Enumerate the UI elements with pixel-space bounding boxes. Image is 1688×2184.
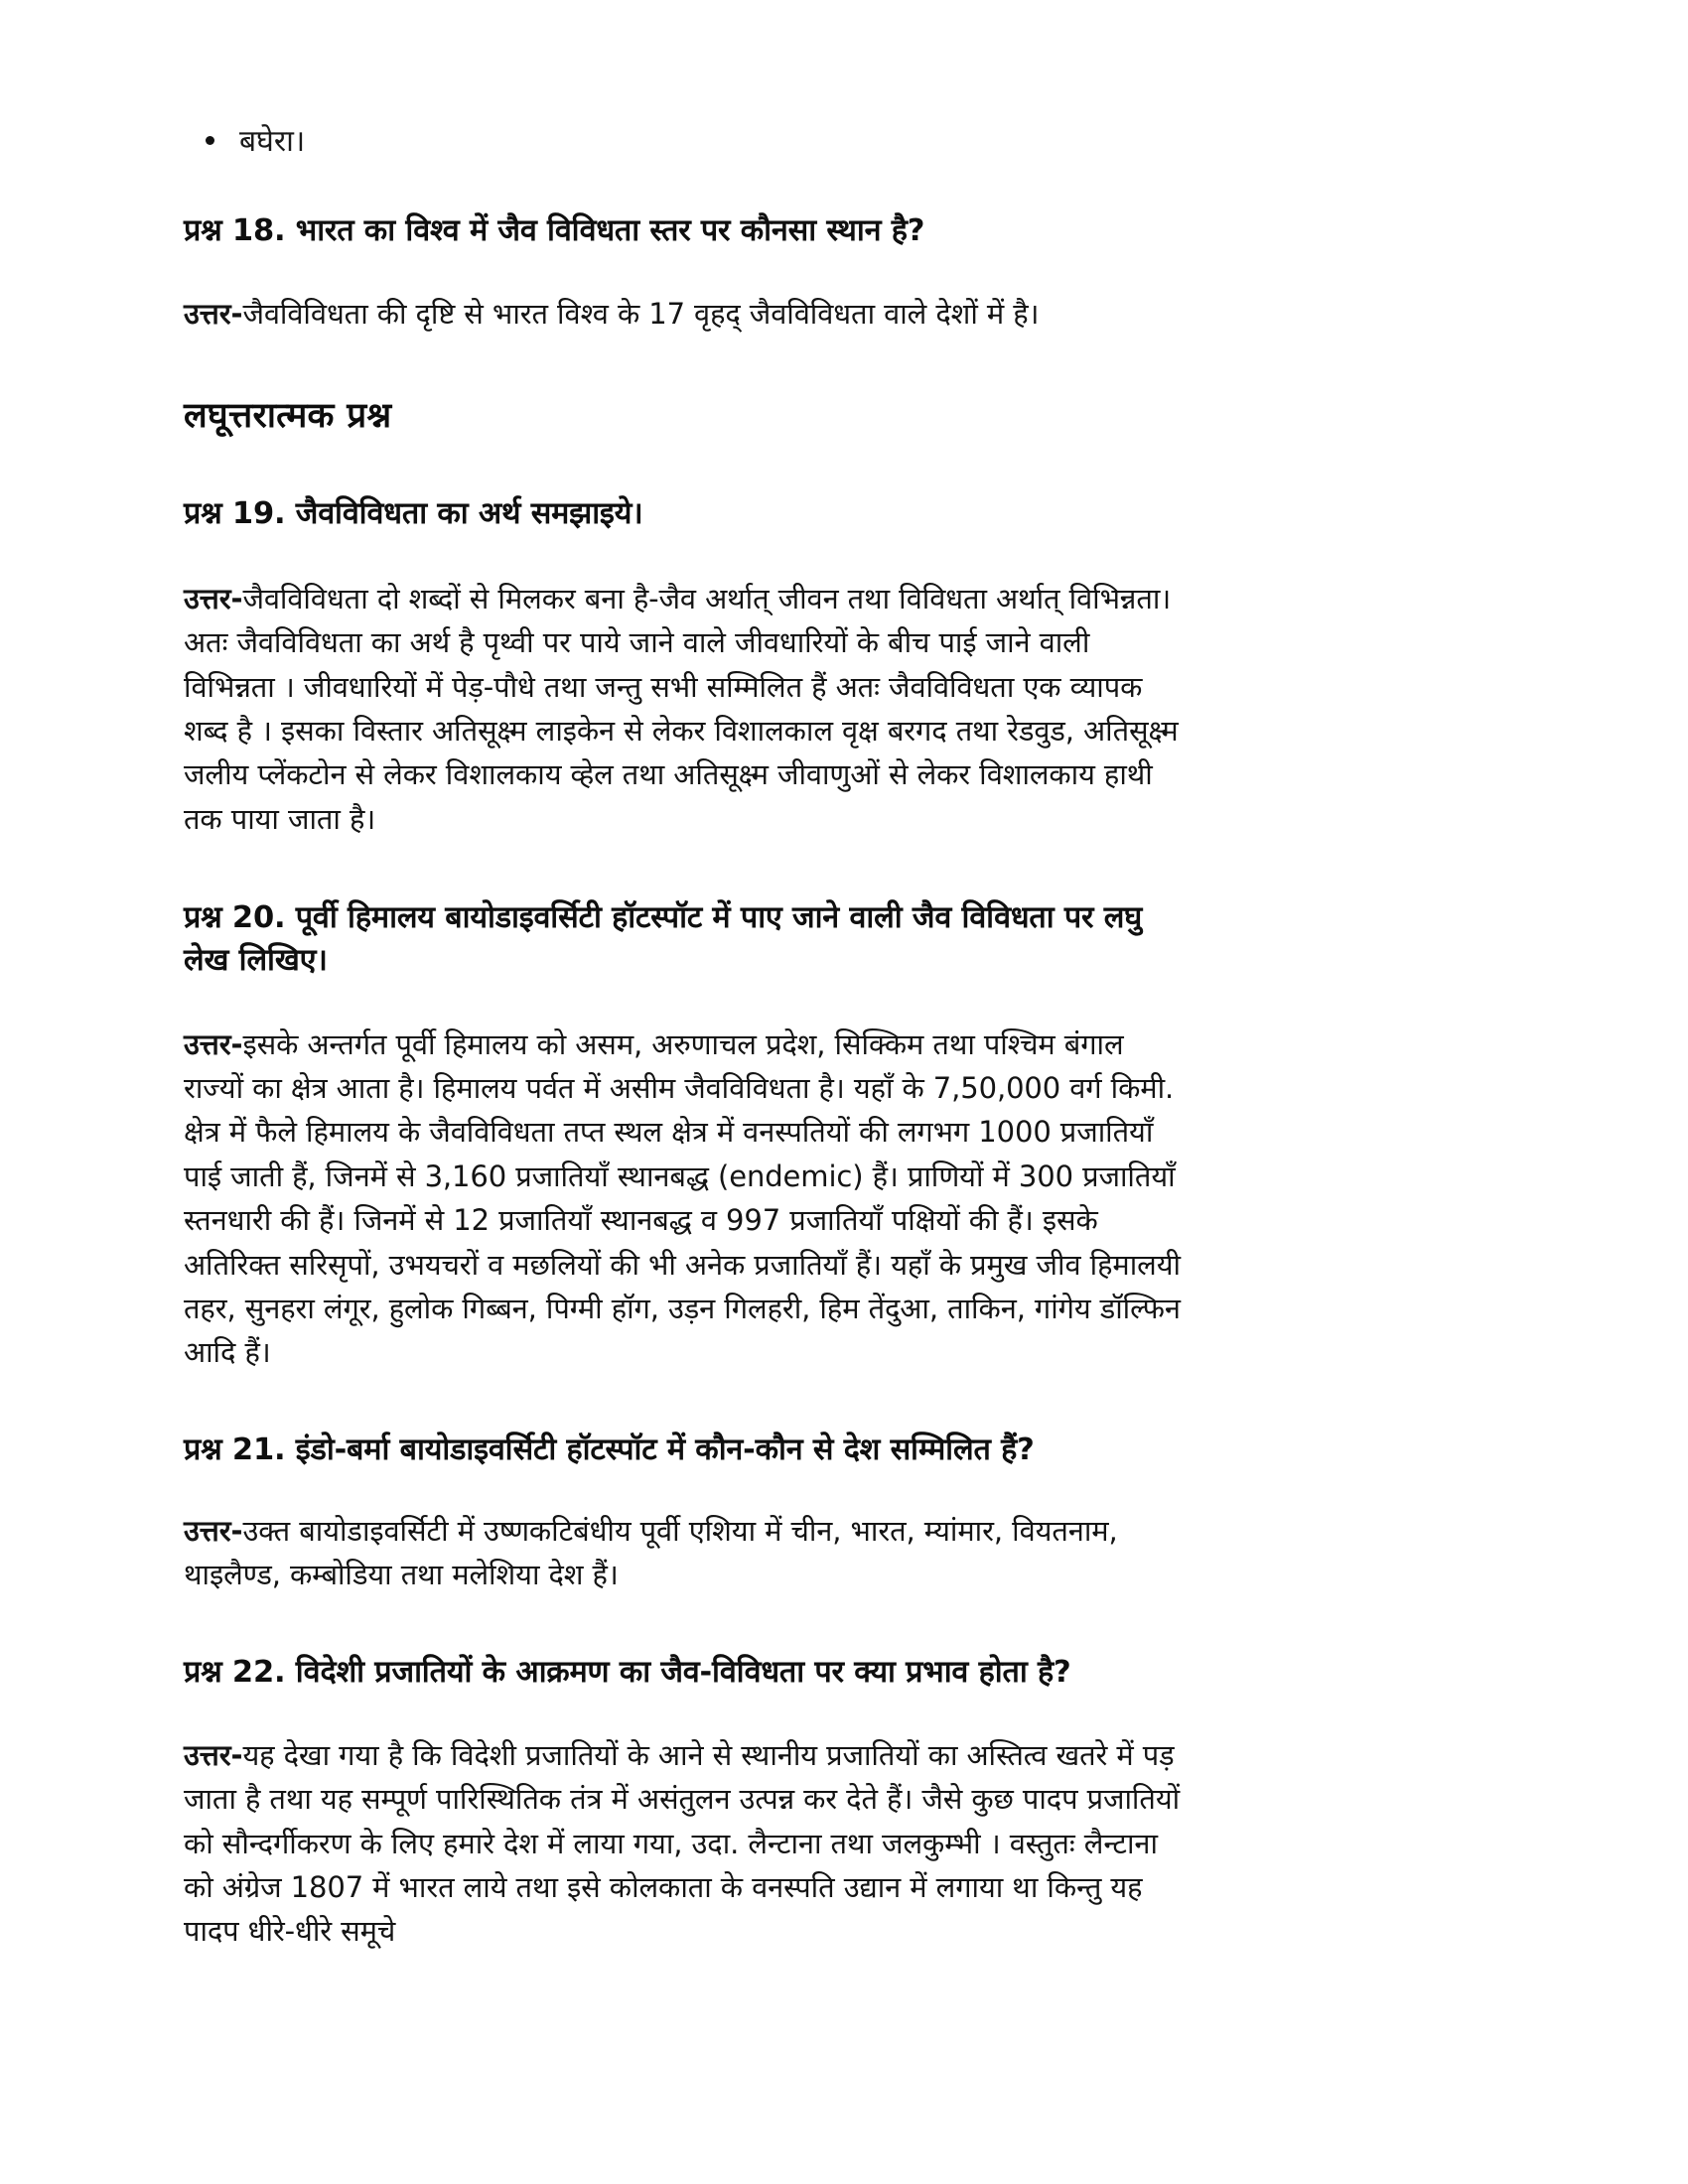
question-text: प्रश्न 18. भारत का विश्व में जैव विविधता स्तर पर कौनसा स्थान है? — [184, 213, 925, 248]
answer-text: यह देखा गया है कि विदेशी प्रजातियों के आने से स्थानीय प्रजातियों का अस्तित्व खतरे में पड़ जाता है तथा यह सम्पूर्ण पारिस्थितिक तंत्र में असंतुलन उत्पन्न कर देते हैं। जैसे कुछ पादप प्रजातियों को सौन्दर्गीकरण के लिए हमारे देश में लाया गया, उदा. लैन्टाना तथा जलकुम्भी । वस्तुतः लैन्टाना को अंग्रेज 1807 में भारत लाये तथा इसे कोलकाता के वनस्पति उद्यान में लगाया था किन्तु यह पादप धीरे-धीरे समूचे — [184, 1737, 1181, 1949]
answer-text: जैवविविधता की दृष्टि से भारत विश्व के 17 वृहद् जैवविविधता वाले देशों में है। — [242, 297, 1040, 332]
answer-label: उत्तर- — [184, 1737, 243, 1772]
list-item — [184, 119, 1187, 164]
answer-paragraph-22 — [184, 1733, 1187, 1954]
question-text: प्रश्न 19. जैवविविधता का अर्थ समझाइये। — [184, 495, 643, 531]
question-text: प्रश्न 21. इंडो-बर्मा बायोडाइवर्सिटी हॉटस्पॉट में कौन-कौन से देश सम्मिलित हैं? — [184, 1432, 1035, 1467]
answer-label: उत्तर- — [184, 297, 243, 332]
answer-paragraph-19 — [184, 577, 1187, 841]
answer-paragraph-18 — [184, 292, 1187, 336]
section-heading-text: लघूत्तरात्मक प्रश्न — [184, 395, 392, 436]
question-text: प्रश्न 20. पूर्वी हिमालय बायोडाइवर्सिटी हॉटस्पॉट में पाए जाने वाली जैव विविधता पर लघु लेख लिखिए। — [184, 900, 1143, 979]
question-heading-22 — [184, 1651, 1187, 1694]
answer-label: उत्तर- — [184, 581, 243, 615]
section-heading — [184, 392, 1187, 441]
answer-label: उत्तर- — [184, 1513, 243, 1548]
question-heading-19 — [184, 492, 1187, 535]
question-heading-21 — [184, 1429, 1187, 1471]
question-heading-18 — [184, 209, 1187, 252]
question-text: प्रश्न 22. विदेशी प्रजातियों के आक्रमण का जैव-विविधता पर क्या प्रभाव होता है? — [184, 1654, 1071, 1690]
answer-label: उत्तर- — [184, 1026, 243, 1061]
list-item-label: बघेरा। — [239, 124, 306, 159]
answer-paragraph-20 — [184, 1023, 1187, 1375]
bullet-list — [184, 119, 1187, 164]
question-heading-20 — [184, 896, 1187, 983]
answer-paragraph-21 — [184, 1509, 1187, 1597]
answer-text: जैवविविधता दो शब्दों से मिलकर बना है-जैव अर्थात् जीवन तथा विविधता अर्थात् विभिन्नता। अतः जैवविविधता का अर्थ है पृथ्वी पर पाये जाने वाले जीवधारियों के बीच पाई जाने वाली विभिन्नता । जीवधारियों में पेड़-पौधे तथा जन्तु सभी सम्मिलित हैं अतः जैवविविधता एक व्यापक शब्द है । इसका विस्तार अतिसूक्ष्म लाइकेन से लेकर विशालकाल वृक्ष बरगद तथा रेडवुड, अतिसूक्ष्म जलीय प्लेंकटोन से लेकर विशालकाय व्हेल तथा अतिसूक्ष्म जीवाणुओं से लेकर विशालकाय हाथी तक पाया जाता है। — [184, 581, 1179, 836]
answer-text: इसके अन्तर्गत पूर्वी हिमालय को असम, अरुणाचल प्रदेश, सिक्किम तथा पश्चिम बंगाल राज्यों का क्षेत्र आता है। हिमालय पर्वत में असीम जैवविविधता है। यहाँ के 7,50,000 वर्ग किमी. क्षेत्र में फैले हिमालय के जैवविविधता तप्त स्थल क्षेत्र में वनस्पतियों की लगभग 1000 प्रजातियाँ पाई जाती हैं, जिनमें से 3,160 प्रजातियाँ स्थानबद्ध (endemic) हैं। प्राणियों में 300 प्रजातियाँ स्तनधारी की हैं। जिनमें से 12 प्रजातियाँ स्थानबद्ध व 997 प्रजातियाँ पक्षियों की हैं। इसके अतिरिक्त सरिसृपों, उभयचरों व मछलियों की भी अनेक प्रजातियाँ हैं। यहाँ के प्रमुख जीव हिमालयी तहर, सुनहरा लंगूर, हुलोक गिब्बन, पिग्मी हॉग, उड़न गिलहरी, हिम तेंदुआ, ताकिन, गांगेय डॉल्फिन आदि हैं। — [184, 1026, 1181, 1370]
page-content — [184, 119, 1187, 1954]
answer-text: उक्त बायोडाइवर्सिटी में उष्णकटिबंधीय पूर्वी एशिया में चीन, भारत, म्यांमार, वियतनाम, थाइलैण्ड, कम्बोडिया तथा मलेशिया देश हैं। — [184, 1513, 1118, 1592]
